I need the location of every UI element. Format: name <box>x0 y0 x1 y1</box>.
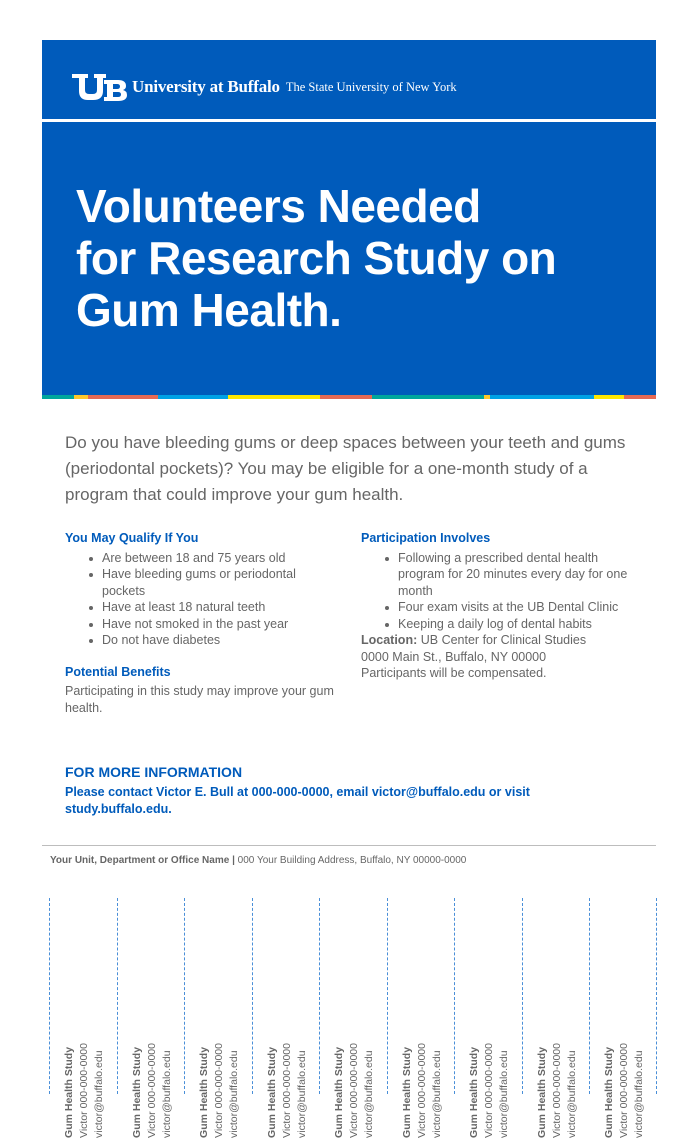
ub-logo <box>70 72 457 102</box>
tab-contact: Victor 000-000-0000 <box>483 1043 495 1138</box>
list-item: Have not smoked in the past year <box>89 616 335 633</box>
tear-off-tab[interactable] <box>387 898 455 1138</box>
location-address: 0000 Main St., Buffalo, NY 00000 <box>361 649 547 664</box>
list-item: Have at least 18 natural teeth <box>89 599 335 616</box>
tab-contact: Victor 000-000-0000 <box>280 1043 293 1138</box>
list-item: Following a prescribed dental health program for 20 minutes every day for one month <box>385 550 631 600</box>
tab-email: victor@buffalo.edu <box>295 1050 308 1138</box>
tab-title: Gum Health Study <box>468 1046 480 1138</box>
more-info-section <box>65 764 535 818</box>
tear-off-tabs <box>49 898 655 1138</box>
tab-title: Gum Health Study <box>535 1046 548 1138</box>
tab-contact: Victor 000-000-0000 <box>550 1043 563 1138</box>
tear-off-tab[interactable] <box>319 898 387 1138</box>
tear-off-tab[interactable] <box>454 898 522 1138</box>
tab-email: victor@buffalo.edu <box>498 1050 510 1138</box>
list-item: Are between 18 and 75 years old <box>89 550 335 567</box>
tab-contact: Victor 000-000-0000 <box>415 1043 428 1138</box>
tab-contact: Victor 000-000-0000 <box>213 1043 225 1138</box>
header-bar <box>42 40 656 119</box>
tab-email: victor@buffalo.edu <box>565 1050 578 1138</box>
location-label: Location: <box>361 633 418 647</box>
footer <box>50 855 466 866</box>
tab-email: victor@buffalo.edu <box>430 1050 443 1138</box>
right-column <box>361 530 631 682</box>
compensation-text: Participants will be compensated. <box>361 666 547 680</box>
tear-off-tab[interactable] <box>522 898 590 1138</box>
location-block <box>361 632 631 665</box>
tab-email: victor@buffalo.edu <box>228 1050 240 1138</box>
tab-contact: Victor 000-000-0000 <box>618 1043 630 1138</box>
tab-contact: Victor 000-000-0000 <box>78 1043 90 1138</box>
list-item: Do not have diabetes <box>89 632 335 649</box>
tab-contact: Victor 000-000-0000 <box>348 1043 360 1138</box>
more-info-text: Please contact Victor E. Bull at 000-000-0000, email victor@buffalo.edu or visit study.buffalo.edu. <box>65 785 530 816</box>
tab-contact: Victor 000-000-0000 <box>145 1043 158 1138</box>
list-item: Four exam visits at the UB Dental Clinic <box>385 599 631 616</box>
tab-title: Gum Health Study <box>130 1046 143 1138</box>
hero-banner <box>42 122 656 395</box>
title-line: for Research Study on <box>76 232 557 284</box>
tab-title: Gum Health Study <box>198 1046 210 1138</box>
tab-title: Gum Health Study <box>400 1046 413 1138</box>
tab-title: Gum Health Study <box>265 1046 278 1138</box>
list-item: Keeping a daily log of dental habits <box>385 616 631 633</box>
ub-logo-icon <box>70 72 128 102</box>
tab-email: victor@buffalo.edu <box>363 1050 375 1138</box>
list-item: Have bleeding gums or periodontal pockets <box>89 566 335 599</box>
footer-divider <box>42 845 656 846</box>
tab-email: victor@buffalo.edu <box>93 1050 105 1138</box>
left-column <box>65 530 335 716</box>
university-name: University at Buffalo <box>132 77 280 96</box>
tab-email: victor@buffalo.edu <box>633 1050 645 1138</box>
benefits-text: Participating in this study may improve your gum health. <box>65 684 334 715</box>
footer-unit: Your Unit, Department or Office Name | <box>50 855 235 866</box>
more-info-heading: FOR MORE INFORMATION <box>65 764 243 780</box>
footer-address: 000 Your Building Address, Buffalo, NY 00000-0000 <box>237 855 467 866</box>
tear-off-tab[interactable] <box>589 898 657 1138</box>
tear-off-tab[interactable] <box>184 898 252 1138</box>
tear-off-tab[interactable] <box>117 898 185 1138</box>
university-subtitle: The State University of New York <box>285 79 457 94</box>
qualify-list <box>65 550 335 649</box>
benefits-heading: Potential Benefits <box>65 664 171 679</box>
title-line: Gum Health. <box>76 284 342 336</box>
tab-email: victor@buffalo.edu <box>160 1050 173 1138</box>
participation-list <box>361 550 631 633</box>
tab-title: Gum Health Study <box>63 1046 75 1138</box>
tab-title: Gum Health Study <box>603 1046 615 1138</box>
participation-heading: Participation Involves <box>361 531 491 545</box>
title-line: Volunteers Needed <box>76 180 481 232</box>
tab-title: Gum Health Study <box>333 1046 345 1138</box>
tear-off-tab[interactable] <box>49 898 117 1138</box>
page-title <box>76 180 556 336</box>
location-name: UB Center for Clinical Studies <box>420 633 587 647</box>
qualify-heading: You May Qualify If You <box>65 531 199 545</box>
color-stripe-divider <box>42 395 656 399</box>
intro-paragraph: Do you have bleeding gums or deep spaces between your teeth and gums (periodontal pockets)? You may be eligible for a one-month study of a program that could improve your gum health. <box>65 433 626 504</box>
tear-off-tab[interactable] <box>252 898 320 1138</box>
